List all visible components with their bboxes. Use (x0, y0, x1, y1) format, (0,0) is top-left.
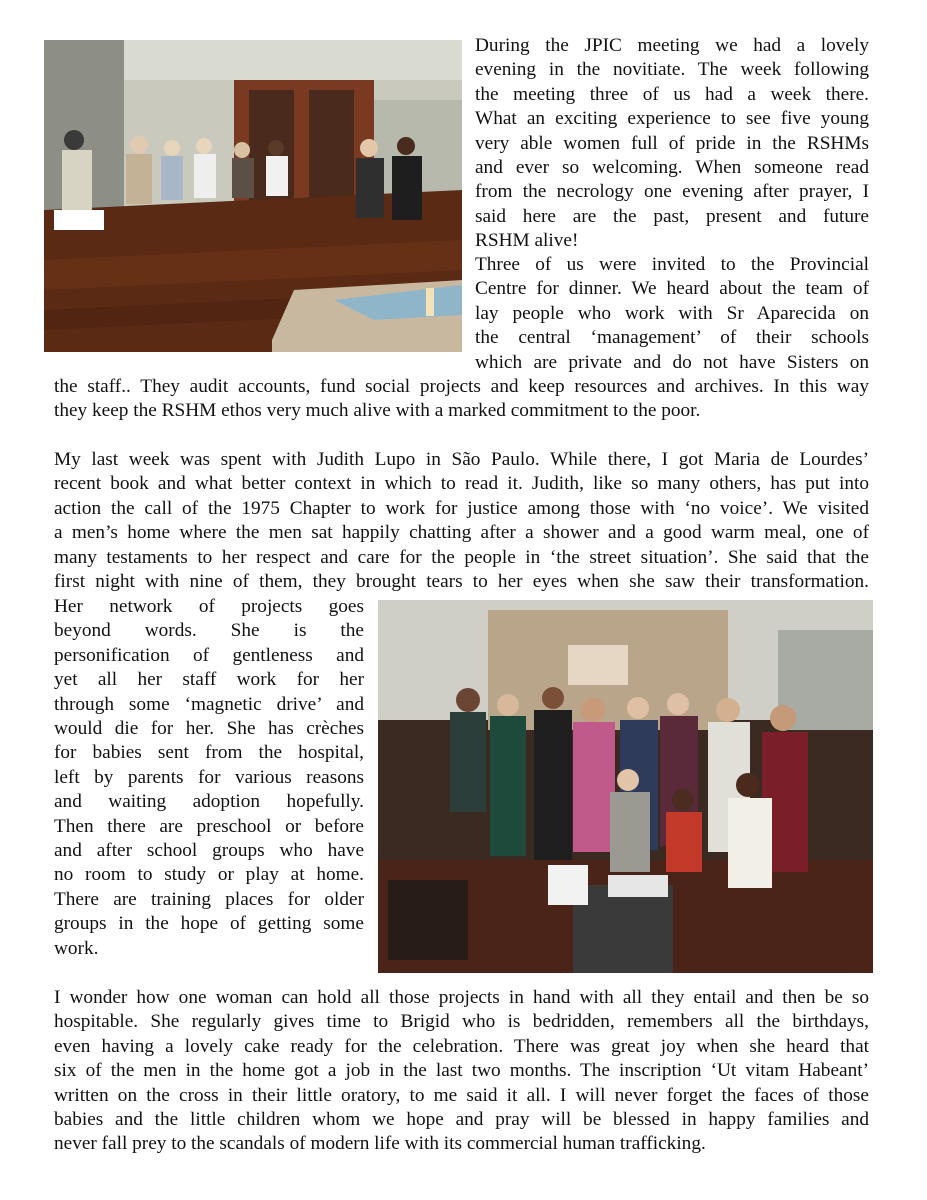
text-line: hospitable. She regularly gives time to Brigid who is bedridden, remembers all the birthdays, (54, 1011, 869, 1033)
text-line: action the call of the 1975 Chapter to work for justice among those with ‘no voice’. We visited (54, 497, 869, 519)
paragraph-network-of-projects (54, 595, 364, 961)
text-line: During the JPIC meeting we had a lovely (475, 35, 869, 56)
text-line: very able women full of pride in the RSHMs (475, 132, 869, 154)
text-line: beyond words. She is the (54, 620, 364, 642)
text-line: said here are the past, present and future (475, 205, 869, 227)
text-line: Three of us were invited to the Provincial (475, 254, 869, 275)
text-line: the staff.. They audit accounts, fund social projects and keep resources and archives. In this way (54, 376, 869, 397)
text-line: for babies sent from the hospital, (54, 742, 364, 764)
text-line: through some ‘magnetic drive’ and (54, 693, 364, 715)
text-line: many testaments to her respect and care for the people in ‘the street situation’. She said that the (54, 546, 869, 568)
paragraph-provincial-centre-continued (54, 375, 869, 424)
paragraph-novitiate-visit (475, 34, 869, 254)
text-line: and ever so welcoming. When someone read (475, 157, 869, 179)
text-line: six of the men in the home got a job in the last two months. The inscription ‘Ut vitam Habeant’ (54, 1060, 869, 1082)
text-line: left by parents for various reasons (54, 766, 364, 788)
novitiate-meeting-photo (44, 40, 462, 352)
text-line: and after school groups who have (54, 840, 364, 862)
paragraph-provincial-centre (475, 253, 869, 375)
text-line: RSHM alive! (475, 230, 579, 252)
text-line: There are training places for older (54, 888, 364, 910)
text-line: personification of gentleness and (54, 644, 364, 666)
text-line: never fall prey to the scandals of modern life with its commercial human trafficking. (54, 1133, 706, 1155)
text-line: they keep the RSHM ethos very much alive with a marked commitment to the poor. (54, 400, 701, 422)
text-line: written on the cross in their little oratory, to me said it all. I will never forget the faces of those (54, 1084, 869, 1106)
paragraph-hospitality-reflection (54, 986, 869, 1157)
text-line: which are private and do not have Sisters on (475, 351, 869, 373)
text-line: Her network of projects goes (54, 596, 364, 617)
text-line: babies and the little children whom we hope and pray will be blessed in happy families and (54, 1109, 869, 1131)
text-line: Centre for dinner. We heard about the team of (475, 278, 869, 300)
text-line: Then there are preschool or before (54, 815, 364, 837)
text-line: yet all her staff work for her (54, 669, 364, 691)
text-line: What an exciting experience to see five young (475, 108, 869, 130)
text-line: first night with nine of them, they brought tears to her eyes when she saw their transformation. (54, 571, 869, 593)
text-line: a men’s home where the men sat happily chatting after a shower and a good warm meal, one of (54, 522, 869, 544)
group-photo (378, 600, 873, 973)
paragraph-judith-lupo (54, 448, 869, 594)
text-line: lay people who work with Sr Aparecida on (475, 302, 869, 324)
text-line: would die for her. She has crèches (54, 718, 364, 740)
text-line: My last week was spent with Judith Lupo in São Paulo. While there, I got Maria de Lourdes’ (54, 449, 869, 470)
text-line: and waiting adoption hopefully. (54, 791, 364, 813)
text-line: work. (54, 937, 99, 959)
text-line: I wonder how one woman can hold all those projects in hand with all they entail and then be so (54, 987, 869, 1008)
text-line: even having a lovely cake ready for the celebration. There was great joy when she heard that (54, 1035, 869, 1057)
text-line: from the necrology one evening after prayer, I (475, 181, 869, 203)
text-line: the central ‘management’ of their schools (475, 327, 869, 349)
text-line: recent book and what better context in which to read it. Judith, like so many others, has put into (54, 473, 869, 495)
text-line: evening in the novitiate. The week following (475, 59, 869, 81)
text-line: no room to study or play at home. (54, 864, 364, 886)
text-line: groups in the hope of getting some (54, 913, 364, 935)
text-line: the meeting three of us had a week there. (475, 83, 869, 105)
